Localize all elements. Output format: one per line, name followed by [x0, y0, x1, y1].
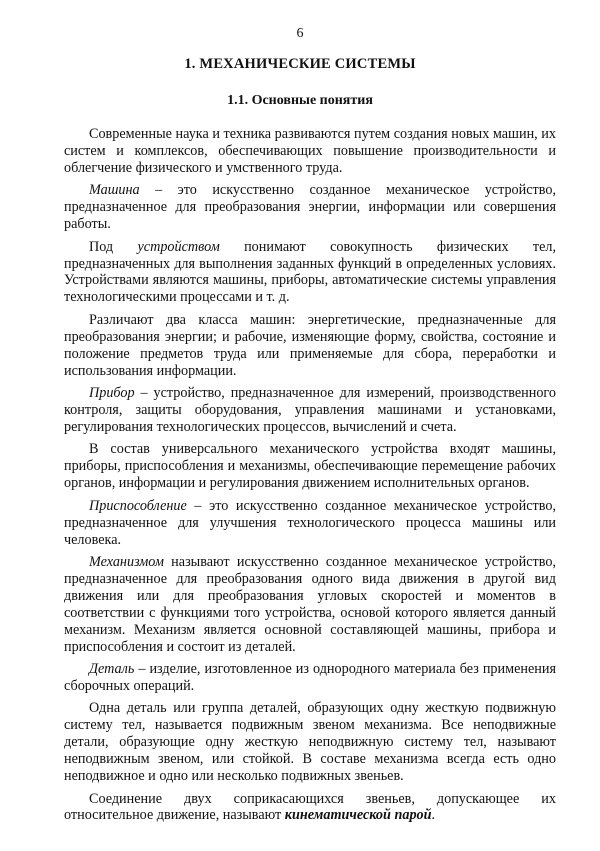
section-title: 1.1. Основные понятия	[227, 93, 373, 108]
paragraph-text: Современные наука и техника развиваются путем создания новых машин, их систем и комплексов, обеспечивающих повышение производительности и облегчение физического и умственного труда.	[64, 126, 556, 176]
defined-term: Деталь	[89, 661, 135, 678]
chapter-title: 1. МЕХАНИЧЕСКИЕ СИСТЕМЫ	[184, 56, 416, 72]
defined-term: Приспособление	[89, 497, 187, 514]
paragraph-tail: .	[431, 807, 436, 824]
paragraph	[64, 791, 556, 825]
paragraph-text: Одна деталь или группа деталей, образующих одну жесткую подвижную систему тел, называется подвижным звеном механизма. Все неподвижные детали, образующие одну жесткую неподвижную систему тел, называют неподвижным звеном, или стойкой. В составе механизма всегда есть одно неподвижное и одно или несколько подвижных звеньев.	[64, 700, 556, 785]
body-text	[64, 126, 556, 830]
paragraph	[64, 126, 556, 177]
paragraph-text: Различают два класса машин: энергетические, предназначенные для преобразования энергии; и рабочие, изменяющие форму, свойства, состояние и положение предметов труда или применяемые для сбора, переработки и использования информации.	[64, 311, 556, 379]
defined-term: Прибор	[89, 385, 135, 402]
paragraph-text: называют искусственно созданное механическое устройство, предназначенное для преобразования одного вида движения в другой вид движения или для преобразования угловых скоростей и моментов в соответствии с функциями того устройства, основой которого является данный механизм. Механизм является основной составляющей машины, прибора и приспособления и состоит из деталей.	[64, 554, 556, 655]
paragraph	[64, 498, 556, 549]
page-number: 6	[296, 26, 304, 41]
paragraph	[64, 312, 556, 380]
paragraph-text: – это искусственно созданное механическое устройство, предназначенное для преобразования энергии, информации или совершения работы.	[64, 182, 556, 233]
defined-term: Механизмом	[89, 554, 164, 570]
paragraph-text: – изделие, изготовленное из однородного материала без применения сборочных операций.	[64, 661, 556, 694]
paragraph	[64, 700, 556, 785]
paragraph	[64, 554, 556, 655]
paragraph	[64, 661, 556, 695]
paragraph	[64, 441, 556, 492]
paragraph-lead: Под	[89, 238, 138, 255]
paragraph-text: В состав универсального механического устройства входят машины, приборы, приспособления и механизмы, обеспечивающие перемещение рабочих органов, информации и регулирования движением исполнительных органов.	[64, 441, 556, 492]
paragraph	[64, 385, 556, 436]
paragraph-text: Соединение двух соприкасающихся звеньев, допускающее их относительное движение, называют	[64, 790, 556, 824]
paragraph-text: – это искусственно созданное механическое устройство, предназначенное для улучшения технологического процесса машины или человека.	[64, 497, 556, 548]
defined-term: устройством	[137, 238, 220, 255]
paragraph	[64, 182, 556, 233]
defined-term: Машина	[89, 182, 140, 199]
paragraph	[64, 239, 556, 307]
paragraph-text: понимают совокупность физических тел, предназначенных для выполнения заданных функций в определенных условиях. Устройствами являются машины, приборы, автоматические системы управления технологическими процессами и т. д.	[64, 238, 557, 306]
defined-term-bold: кинематической парой	[284, 807, 432, 824]
paragraph-text: – устройство, предназначенное для измерений, производственного контроля, защиты оборудования, управления машинами и установками, регулирования технологических процессов, вычислений и счета.	[64, 385, 556, 435]
